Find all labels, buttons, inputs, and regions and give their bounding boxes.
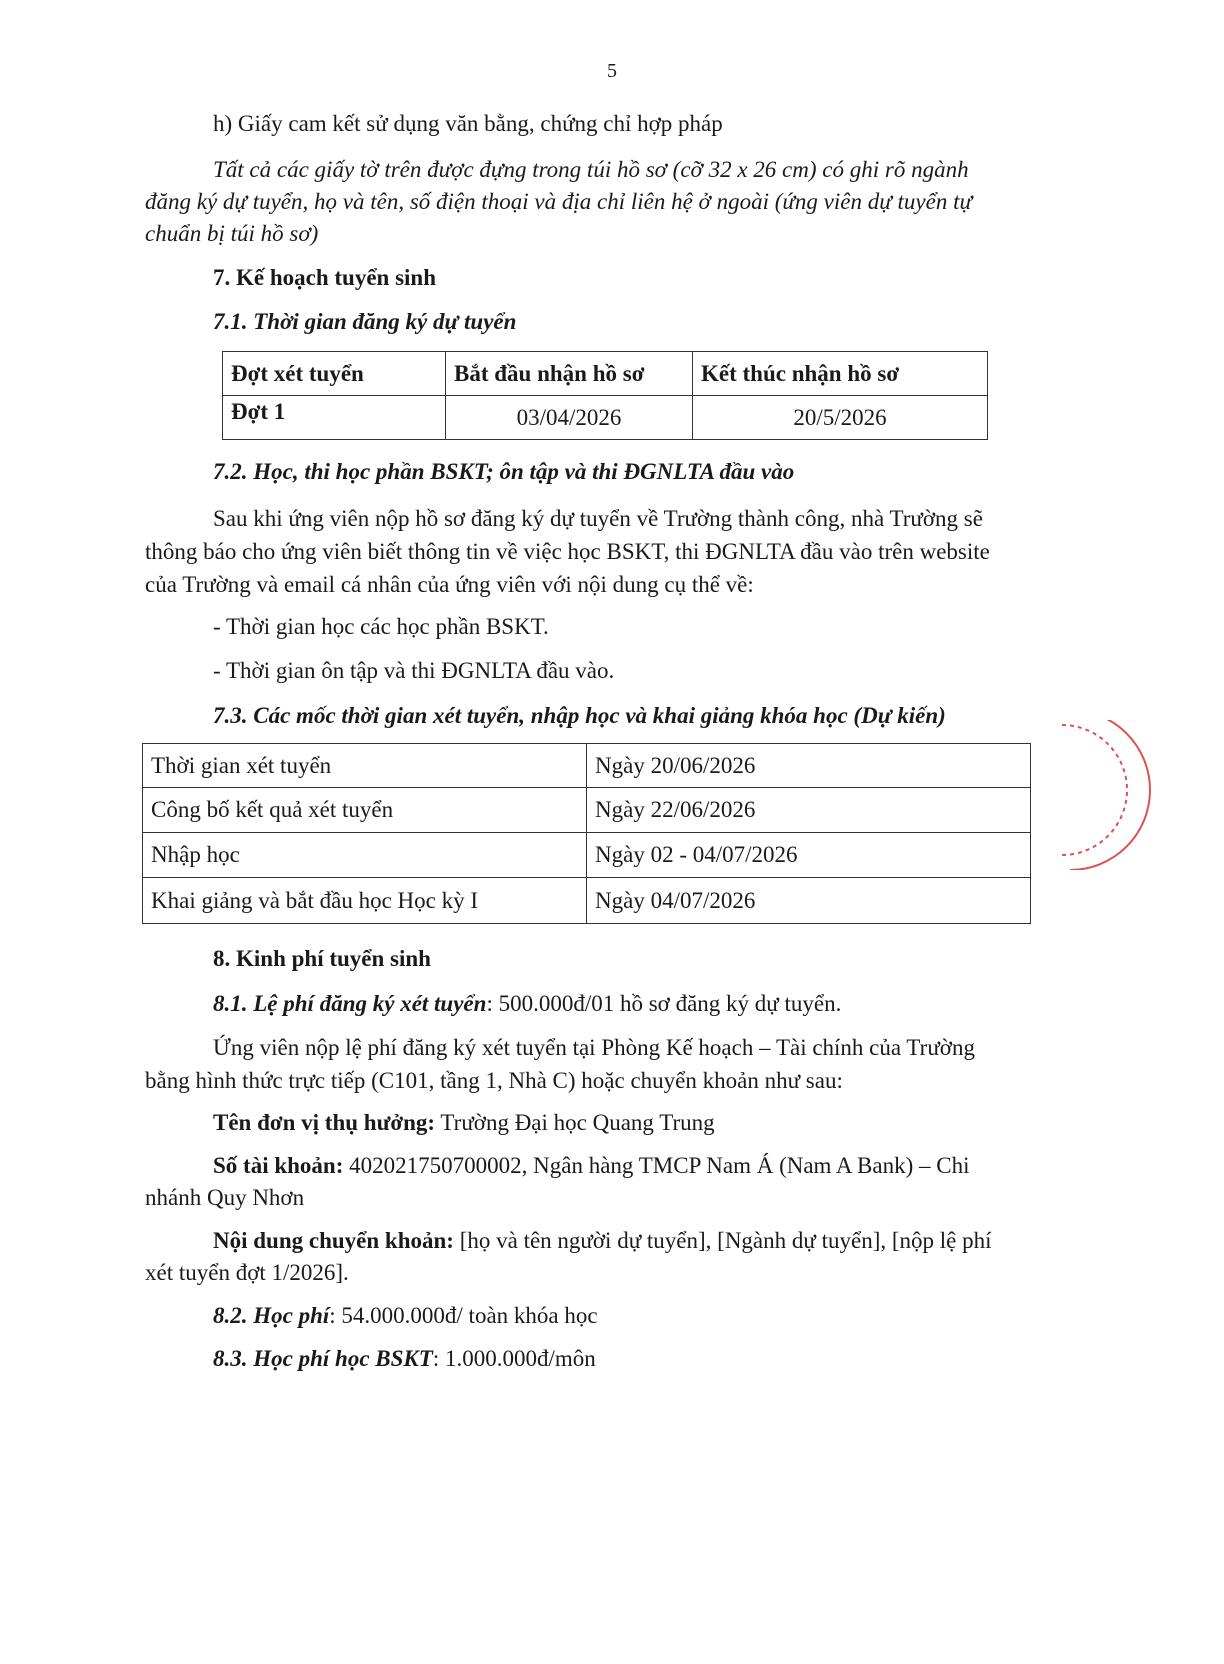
table-cell: Khai giảng và bắt đầu học Học kỳ I bbox=[143, 878, 587, 924]
account-line-2: nhánh Quy Nhơn bbox=[145, 1185, 305, 1210]
fee-8-2-value: : 54.000.000đ/ toàn khóa học bbox=[329, 1303, 598, 1328]
payment-line-2: bằng hình thức trực tiếp (C101, tầng 1, Nhà C) hoặc chuyển khoản như sau: bbox=[145, 1068, 843, 1093]
table-header-cell: Kết thúc nhận hồ sơ bbox=[693, 352, 988, 396]
table-header-row bbox=[223, 352, 988, 396]
paragraph-7-2-line-2: thông báo cho ứng viên biết thông tin về việc học BSKT, thi ĐGNLTA đầu vào trên website bbox=[145, 539, 990, 564]
section-7-heading: 7. Kế hoạch tuyển sinh bbox=[213, 265, 437, 290]
table-cell: 20/5/2026 bbox=[693, 396, 988, 440]
stamp-outer-ring bbox=[1070, 720, 1150, 870]
beneficiary-line bbox=[213, 1107, 715, 1139]
beneficiary-label: Tên đơn vị thụ hưởng: bbox=[213, 1110, 436, 1135]
table-header-cell: Đợt xét tuyển bbox=[223, 352, 446, 396]
fee-8-2 bbox=[213, 1300, 598, 1332]
table-cell: Ngày 20/06/2026 bbox=[587, 744, 1031, 788]
table-cell: Thời gian xét tuyển bbox=[143, 744, 587, 788]
table-cell: Đợt 1 bbox=[223, 396, 446, 440]
table-row bbox=[143, 833, 1031, 878]
table-cell: Ngày 04/07/2026 bbox=[587, 878, 1031, 924]
table-row bbox=[223, 396, 988, 440]
stamp-inner-ring bbox=[1062, 725, 1127, 855]
bullet-dgnlta: - Thời gian ôn tập và thi ĐGNLTA đầu vào. bbox=[213, 658, 615, 683]
account-line bbox=[213, 1150, 969, 1182]
table-cell: 03/04/2026 bbox=[446, 396, 693, 440]
table-row bbox=[143, 788, 1031, 833]
timeline-table bbox=[142, 743, 1031, 924]
transfer-content-value: [họ và tên người dự tuyển], [Ngành dự tuyển], [nộp lệ phí bbox=[453, 1228, 992, 1253]
note-line-2: đăng ký dự tuyển, họ và tên, số điện thoại và địa chỉ liên hệ ở ngoài (ứng viên dự tuyển tự bbox=[145, 189, 973, 214]
beneficiary-value: Trường Đại học Quang Trung bbox=[435, 1110, 715, 1135]
fee-8-2-label: 8.2. Học phí bbox=[213, 1303, 330, 1328]
section-7-3-heading: 7.3. Các mốc thời gian xét tuyển, nhập học và khai giảng khóa học (Dự kiến) bbox=[213, 703, 946, 728]
item-h: h) Giấy cam kết sử dụng văn bằng, chứng chỉ hợp pháp bbox=[213, 111, 723, 136]
fee-8-3 bbox=[213, 1343, 596, 1375]
account-value: 402021750700002, Ngân hàng TMCP Nam Á (Nam A Bank) – Chi bbox=[343, 1153, 970, 1178]
account-label: Số tài khoản: bbox=[213, 1153, 344, 1178]
official-stamp bbox=[1050, 720, 1224, 870]
fee-8-1 bbox=[213, 988, 841, 1020]
transfer-content-line bbox=[213, 1225, 992, 1257]
section-7-1-heading: 7.1. Thời gian đăng ký dự tuyển bbox=[213, 309, 517, 334]
transfer-content-line-2: xét tuyển đợt 1/2026]. bbox=[145, 1260, 349, 1285]
table-cell: Ngày 22/06/2026 bbox=[587, 788, 1031, 833]
bullet-bskt: - Thời gian học các học phần BSKT. bbox=[213, 614, 549, 639]
registration-table bbox=[222, 351, 988, 440]
table-cell: Nhập học bbox=[143, 833, 587, 878]
note-line-1: Tất cả các giấy tờ trên được đựng trong túi hồ sơ (cỡ 32 x 26 cm) có ghi rõ ngành bbox=[213, 157, 969, 182]
table-cell: Công bố kết quả xét tuyển bbox=[143, 788, 587, 833]
paragraph-7-2-line-1: Sau khi ứng viên nộp hồ sơ đăng ký dự tuyển về Trường thành công, nhà Trường sẽ bbox=[213, 506, 983, 531]
table-cell: Ngày 02 - 04/07/2026 bbox=[587, 833, 1031, 878]
fee-8-1-label: 8.1. Lệ phí đăng ký xét tuyển bbox=[213, 991, 487, 1016]
table-row bbox=[143, 744, 1031, 788]
note-line-3: chuẩn bị túi hồ sơ) bbox=[145, 221, 319, 246]
page-number: 5 bbox=[607, 60, 617, 82]
paragraph-7-2-line-3: của Trường và email cá nhân của ứng viên với nội dung cụ thể về: bbox=[145, 572, 754, 597]
fee-8-1-value: : 500.000đ/01 hồ sơ đăng ký dự tuyển. bbox=[486, 991, 842, 1016]
section-8-heading: 8. Kinh phí tuyển sinh bbox=[213, 946, 431, 971]
table-header-cell: Bắt đầu nhận hồ sơ bbox=[446, 352, 693, 396]
section-7-2-heading: 7.2. Học, thi học phần BSKT; ôn tập và thi ĐGNLTA đầu vào bbox=[213, 459, 795, 484]
transfer-content-label: Nội dung chuyển khoản: bbox=[213, 1228, 454, 1253]
payment-line-1: Ứng viên nộp lệ phí đăng ký xét tuyển tại Phòng Kế hoạch – Tài chính của Trường bbox=[213, 1035, 975, 1060]
fee-8-3-value: : 1.000.000đ/môn bbox=[432, 1346, 596, 1371]
table-row bbox=[143, 878, 1031, 924]
fee-8-3-label: 8.3. Học phí học BSKT bbox=[213, 1346, 433, 1371]
